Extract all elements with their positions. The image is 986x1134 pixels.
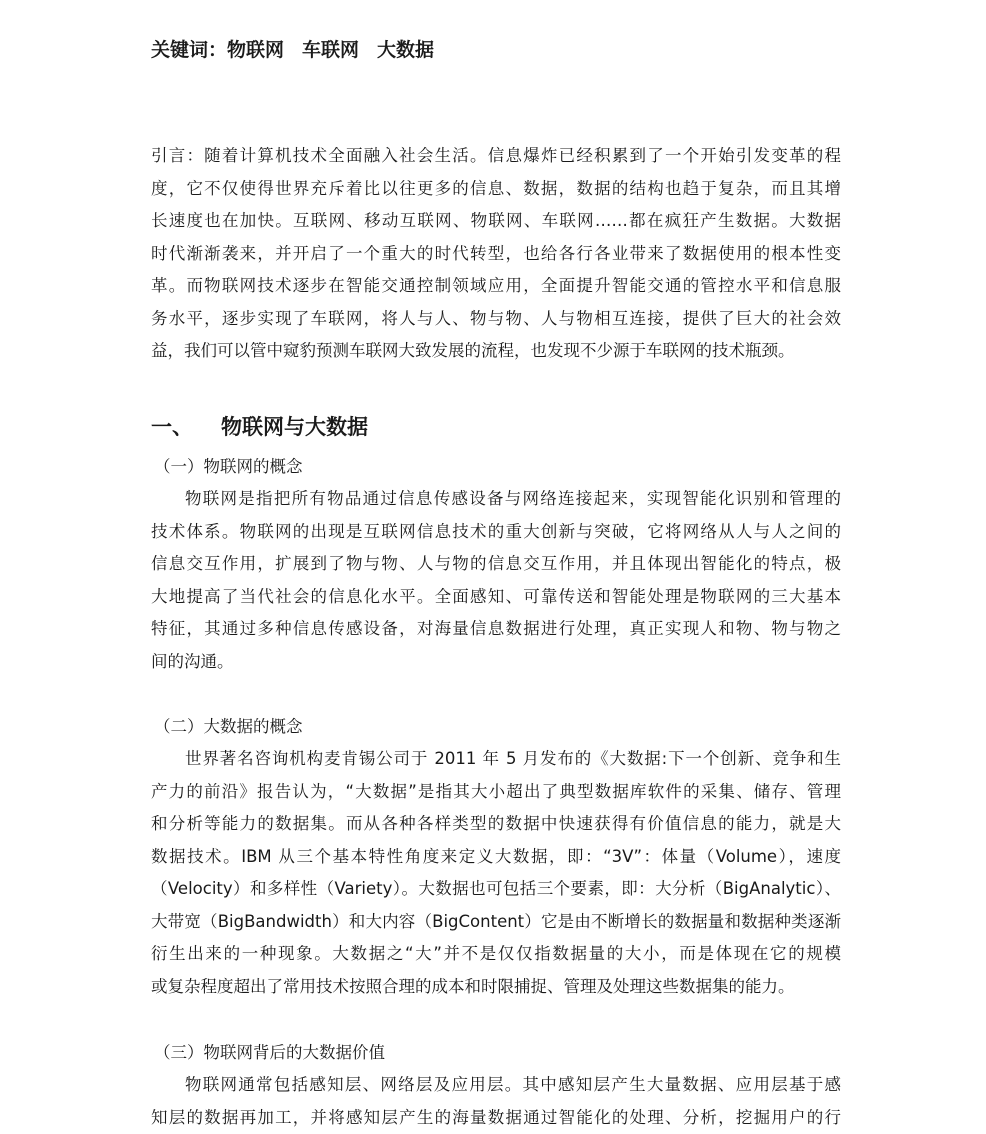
section-number: 一、 (151, 410, 221, 444)
paragraph-iot-bigdata-value (151, 1069, 841, 1134)
text-line: 数据技术。IBM 从三个基本特性角度来定义大数据，即：“3V”：体量（Volume），速度 (151, 841, 841, 874)
text-line: 务水平，逐步实现了车联网，将人与人、物与物、人与物相互连接，提供了巨大的社会效 (151, 303, 841, 336)
subheading-1: （一）物联网的概念 (154, 452, 844, 482)
keyword: 大数据 (377, 39, 434, 61)
text-line: 革。而物联网技术逐步在智能交通控制领域应用，全面提升智能交通的管控水平和信息服 (151, 270, 841, 303)
subheading-3: （三）物联网背后的大数据价值 (154, 1038, 844, 1068)
text-line: 大带宽（BigBandwidth）和大内容（BigContent）它是由不断增长的数据量和数据种类逐渐 (151, 906, 841, 939)
text-line: 产力的前沿》报告认为，“大数据”是指其大小超出了典型数据库软件的采集、储存、管理 (151, 776, 841, 809)
text-line: 长速度也在加快。互联网、移动互联网、物联网、车联网……都在疯狂产生数据。大数据 (151, 205, 841, 238)
text-line: 时代渐渐袭来，并开启了一个重大的时代转型，也给各行各业带来了数据使用的根本性变 (151, 238, 841, 271)
text-line: 引言：随着计算机技术全面融入社会生活。信息爆炸已经积累到了一个开始引发变革的程 (151, 140, 841, 173)
keywords-label: 关键词： (151, 39, 227, 61)
text-line: 衍生出来的一种现象。大数据之“大”并不是仅仅指数据量的大小，而是体现在它的规模 (151, 938, 841, 971)
text-line: 信息交互作用，扩展到了物与物、人与物的信息交互作用，并且体现出智能化的特点，极 (151, 548, 841, 581)
text-line: 物联网通常包括感知层、网络层及应用层。其中感知层产生大量数据、应用层基于感 (151, 1069, 841, 1102)
subheading-2: （二）大数据的概念 (154, 712, 844, 742)
text-line: 或复杂程度超出了常用技术按照合理的成本和时限捕捉、管理及处理这些数据集的能力。 (151, 971, 841, 1004)
text-line: 和分析等能力的数据集。而从各种各样类型的数据中快速获得有价值信息的能力，就是大 (151, 808, 841, 841)
text-line: 世界著名咨询机构麦肯锡公司于 2011 年 5 月发布的《大数据:下一个创新、竞争和生 (151, 743, 841, 776)
section-heading (151, 410, 841, 444)
section-title: 物联网与大数据 (221, 415, 368, 439)
text-line: 物联网是指把所有物品通过信息传感设备与网络连接起来，实现智能化识别和管理的 (151, 483, 841, 516)
keywords (151, 35, 841, 65)
text-line: 间的沟通。 (151, 646, 841, 679)
intro-paragraph (151, 140, 841, 368)
text-line: 益，我们可以管中窥豹预测车联网大致发展的流程，也发现不少源于车联网的技术瓶颈。 (151, 335, 841, 368)
text-line: 大地提高了当代社会的信息化水平。全面感知、可靠传送和智能处理是物联网的三大基本 (151, 581, 841, 614)
keyword: 车联网 (302, 39, 359, 61)
text-line: 特征，其通过多种信息传感设备，对海量信息数据进行处理，真正实现人和物、物与物之 (151, 613, 841, 646)
keyword: 物联网 (227, 39, 284, 61)
text-line: （Velocity）和多样性（Variety）。大数据也可包括三个要素，即：大分析（BigAnalytic）、 (151, 873, 841, 906)
text-line: 度，它不仅使得世界充斥着比以往更多的信息、数据，数据的结构也趋于复杂，而且其增 (151, 173, 841, 206)
paragraph-iot-concept (151, 483, 841, 678)
text-line: 知层的数据再加工，并将感知层产生的海量数据通过智能化的处理、分析，挖掘用户的行 (151, 1102, 841, 1134)
text-line: 技术体系。物联网的出现是互联网信息技术的重大创新与突破，它将网络从人与人之间的 (151, 516, 841, 549)
paragraph-bigdata-concept (151, 743, 841, 1003)
